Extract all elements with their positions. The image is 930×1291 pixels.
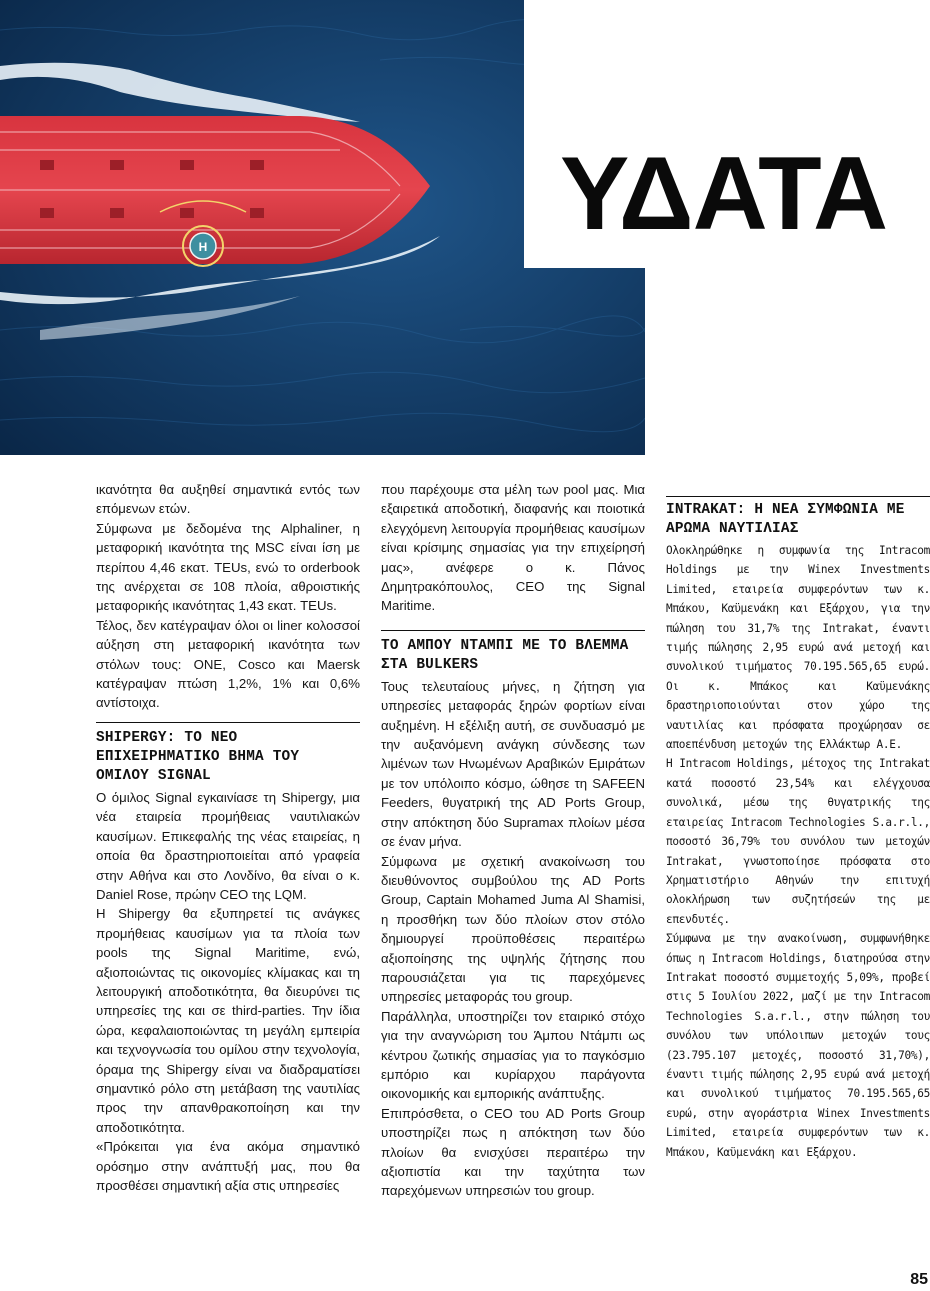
section-shipergy [96,722,360,1196]
page-title: ΥΔΑΤΑ [560,136,888,252]
paragraph: Ο όμιλος Signal εγκαινίασε τη Shipergy, μια νέα εταιρεία προμήθειας ναυτιλιακών καυσίμων. Επικεφαλής της νέας εταιρείας, η οποία θα δραστηριοποιείται από γραφεία στην Αθήνα και στο Λονδίνο, θα είναι ο κ. Daniel Rose, πρώην CEO της LQM. [96,789,360,902]
section-heading: SHIPERGY: ΤΟ ΝΕΟ ΕΠΙΧΕΙΡΗΜΑΤΙΚΟ ΒΗΜΑ ΤΟΥ ΟΜΙΛΟΥ SIGNAL [96,729,300,784]
page-number: 85 [910,1271,928,1288]
paragraph: Τους τελευταίους μήνες, η ζήτηση για υπηρεσίες μεταφοράς ξηρών φορτίων είναι αυξημένη. Η εξέλιξη αυτή, σε συνδυασμό με την αυξανόμενη ανάγκη σύνδεσης των λιμένων των Ηνωμένων Αραβικών Εμιράτων με τον υπόλοιπο κόσμο, ώθησε τη SAFEEN Feeders, θυγατρική της AD Ports Group, στην απόκτηση δύο Supramax πλοίων μέσα σε έναν μήνα. [381,678,645,850]
paragraph: Σύμφωνα με δεδομένα της Alphaliner, η μεταφορική ικανότητα της MSC είναι ίση με περίπου 4,46 εκατ. TEUs, ενώ το orderbook της ανέρχεται σε 108 πλοία, αθροιστικής μεταφορικής ικανότητας 1,43 εκατ. TEUs. [96,520,360,614]
paragraph: Ολοκληρώθηκε η συμφωνία της Intracom Holdings με την Winex Investments Limited, εταιρεία συμφερόντων των κ. Μπάκου, Καϋμενάκη και Εξάρχου, για την πώληση του 31,7% της Intrakat, έναντι τιμής πώλησης 2,95 ευρώ ανά μετοχή και συνολικού τιμήματος 70.195.565,65 ευρώ. Οι κ. Μπάκος και Καϋμενάκης δραστηριοποιούνται στον χώρο της ναυτιλίας και πρόσφατα προχώρησαν σε αποεπένδυση μετοχών της Ελλάκτωρ Α.Ε. [666,544,930,752]
paragraph: Η Shipergy θα εξυπηρετεί τις ανάγκες προμήθειας καυσίμων για τα πλοία των pools της Signal Maritime, ενώ, αξιοποιώντας τις οικονομίες κλίμακας και τη λειτουργική αποδοτικότητα, θα διευρύνει τις υπηρεσίες της και σε third-parties. Την ίδια ώρα, κεφαλαιοποιώντας τη μεγάλη εμπειρία και τεχνογνωσία του ομίλου στην τεχνολογία, όραμα της Shipergy είναι να διαδραματίσει σημαντικό ρόλο στη μετάβαση της ναυτιλίας προς την απανθρακοποίηση και την αποδοτικότητα. [96,906,360,1135]
article-column-1 [96,480,360,1195]
helipad-letter: H [198,240,208,254]
section-heading: INTRAKAT: Η ΝΕΑ ΣΥΜΦΩΝΙΑ ΜΕ ΑΡΩΜΑ ΝΑΥΤΙΛΙΑΣ [666,502,905,537]
paragraph: που παρέχουμε στα μέλη των pool μας. Μια εξαιρετικά αποδοτική, διαφανής και ποιοτικά ελεγχόμενη λειτουργία προμήθειας καυσίμων είναι κρίσιμης σημασίας για την επιχείρησή μας», ανέφερε ο κ. Πάνος Δημητρακόπουλος, CEO της Signal Maritime. [381,482,645,614]
article-column-2 [381,480,645,1201]
section-intrakat [666,496,930,1162]
section-abu-dhabi [381,630,645,1201]
paragraph: «Πρόκειται για ένα ακόμα σημαντικό ορόσημο στην ανάπτυξή μας, που θα προσθέσει σημαντική αξία στις υπηρεσίες [96,1139,360,1193]
paragraph: Τέλος, δεν κατέγραψαν όλοι οι liner κολοσσοί αύξηση στη μεταφορική ικανότητα των στόλων τους: ONE, Cosco και Maersk κατέγραψαν πτώση 1,2%, 1% και 0,6% αντίστοιχα. [96,617,360,711]
article-column-3 [666,496,930,1162]
section-heading: ΤΟ ΑΜΠΟΥ ΝΤΑΜΠΙ ΜΕ ΤΟ ΒΛΕΜΜΑ ΣΤΑ BULKERS [381,637,629,673]
paragraph: Σύμφωνα με την ανακοίνωση, συμφωνήθηκε όπως η Intracom Holdings, διατηρούσα στην Intrakat ποσοστό συμμετοχής 5,09%, προβεί στις 5 Ιουλίου 2022, μαζί με την Intracom Technologies S.a.r.l., στην πώληση του συνόλου των υπόλοιπων μετοχών τους (23.795.107 μετοχές, ποσοστό 31,70%), έναντι τιμής πώλησης 2,95 ευρώ ανά μετοχή και συνολικού τιμήματος 70.195.565,65 ευρώ, στην αγοράστρια Winex Investments Limited, εταιρεία συμφερόντων των κ. Μπάκου, Καϋμενάκη και Εξάρχου. [666,932,930,1159]
paragraph: Σύμφωνα με σχετική ανακοίνωση του διευθύνοντος συμβούλου της AD Ports Group, Captain Mohamed Juma Al Shamisi, η προσθήκη των δύο πλοίων στον στόλο δημιουργεί προϋποθέσεις περαιτέρω αξιοποίησης της υψηλής ζήτησης που παρουσιάζεται για τις παρεχόμενες υπηρεσίες μεταφοράς του group. [381,853,645,1005]
paragraph: Παράλληλα, υποστηρίζει τον εταιρικό στόχο για την αναγνώριση του Άμπου Ντάμπι ως κέντρου ζωτικής σημασίας για το παγκόσμιο εμπόριο και κυρίαρχου παράγοντα οικονομικής και εμπορικής ανάπτυξης. [381,1008,645,1102]
paragraph: Η Intracom Holdings, μέτοχος της Intrakat κατά ποσοστό 23,54% και ελέγχουσα συνολικά, μέσω της θυγατρικής της εταιρείας Intracom Technologies S.a.r.l., ποσοστό 36,79% του συνόλου των μετοχών Intrakat, γνωστοποίησε πρόσφατα στο Χρηματιστήριο Αθηνών την επιτυχή ολοκλήρωση των συζητήσεών της με επενδυτές. [666,757,930,926]
paragraph: Επιπρόσθετα, ο CEO του AD Ports Group υποστηρίζει πως η απόκτηση των δύο πλοίων θα ενισχύσει περαιτέρω την αξιοπιστία και την ταχύτητα των παρεχόμενων υπηρεσιών του group. [381,1105,645,1199]
paragraph: ικανότητα θα αυξηθεί σημαντικά εντός των επόμενων ετών. [96,482,360,517]
